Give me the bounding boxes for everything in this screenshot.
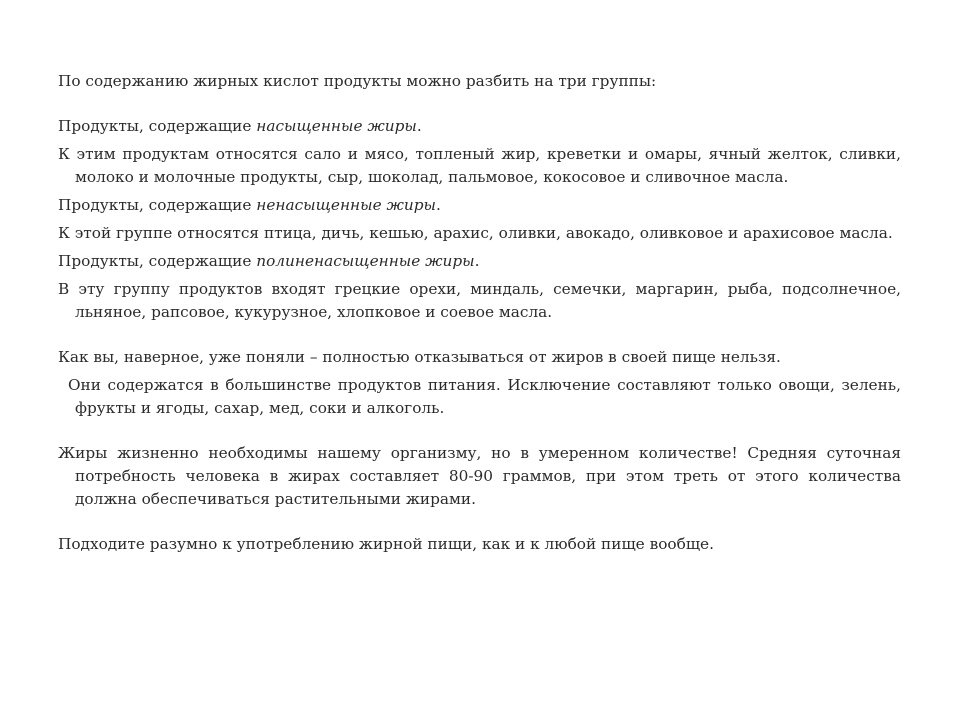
group-1-heading-suffix: . — [416, 117, 422, 135]
group-3-text: В эту группу продуктов входят грецкие орехи, миндаль, семечки, маргарин, рыба, подсолнечное, льняное, рапсовое, кукурузное, хлопковое и соевое масла. — [58, 280, 901, 321]
closing-paragraph: Подходите разумно к употреблению жирной пищи, как и к любой пище вообще. — [58, 535, 714, 553]
group-2-heading-suffix: . — [435, 196, 441, 214]
group-1-heading-emphasis: насыщенные жиры — [256, 117, 417, 135]
group-3-heading — [58, 250, 901, 273]
intro-paragraph: По содержанию жирных кислот продукты можно разбить на три группы: — [58, 72, 657, 90]
conclusion-paragraph-2: Они содержатся в большинстве продуктов питания. Исключение составляют только овощи, зелень, фрукты и ягоды, сахар, мед, соки и алкоголь. — [68, 376, 901, 417]
group-1-text: К этим продуктам относятся сало и мясо, топленый жир, креветки и омары, ячный желток, сливки, молоко и молочные продукты, сыр, шоколад, пальмовое, кокосовое и сливочное масла. — [58, 145, 901, 186]
conclusion-paragraph-1: Как вы, наверное, уже поняли – полностью отказываться от жиров в своей пище нельзя. — [58, 348, 781, 366]
group-2-heading-prefix: Продукты, содержащие — [58, 196, 257, 214]
group-3-heading-prefix: Продукты, содержащие — [58, 252, 257, 270]
group-1-heading — [58, 115, 901, 138]
group-3-heading-suffix: . — [474, 252, 480, 270]
group-3-heading-emphasis: полиненасыщенные жиры — [256, 252, 475, 270]
group-1-heading-prefix: Продукты, содержащие — [58, 117, 257, 135]
group-2-heading-emphasis: ненасыщенные жиры — [256, 196, 436, 214]
group-2-text: К этой группе относятся птица, дичь, кешью, арахис, оливки, авокадо, оливковое и арахисовое масла. — [58, 224, 893, 242]
conclusion-paragraph-3: Жиры жизненно необходимы нашему организму, но в умеренном количестве! Средняя суточная потребность человека в жирах составляет 80-90 граммов, при этом треть от этого количества должна обеспечиваться растительными жирами. — [58, 444, 901, 508]
group-2-heading — [58, 194, 901, 217]
slide-content — [58, 70, 901, 556]
